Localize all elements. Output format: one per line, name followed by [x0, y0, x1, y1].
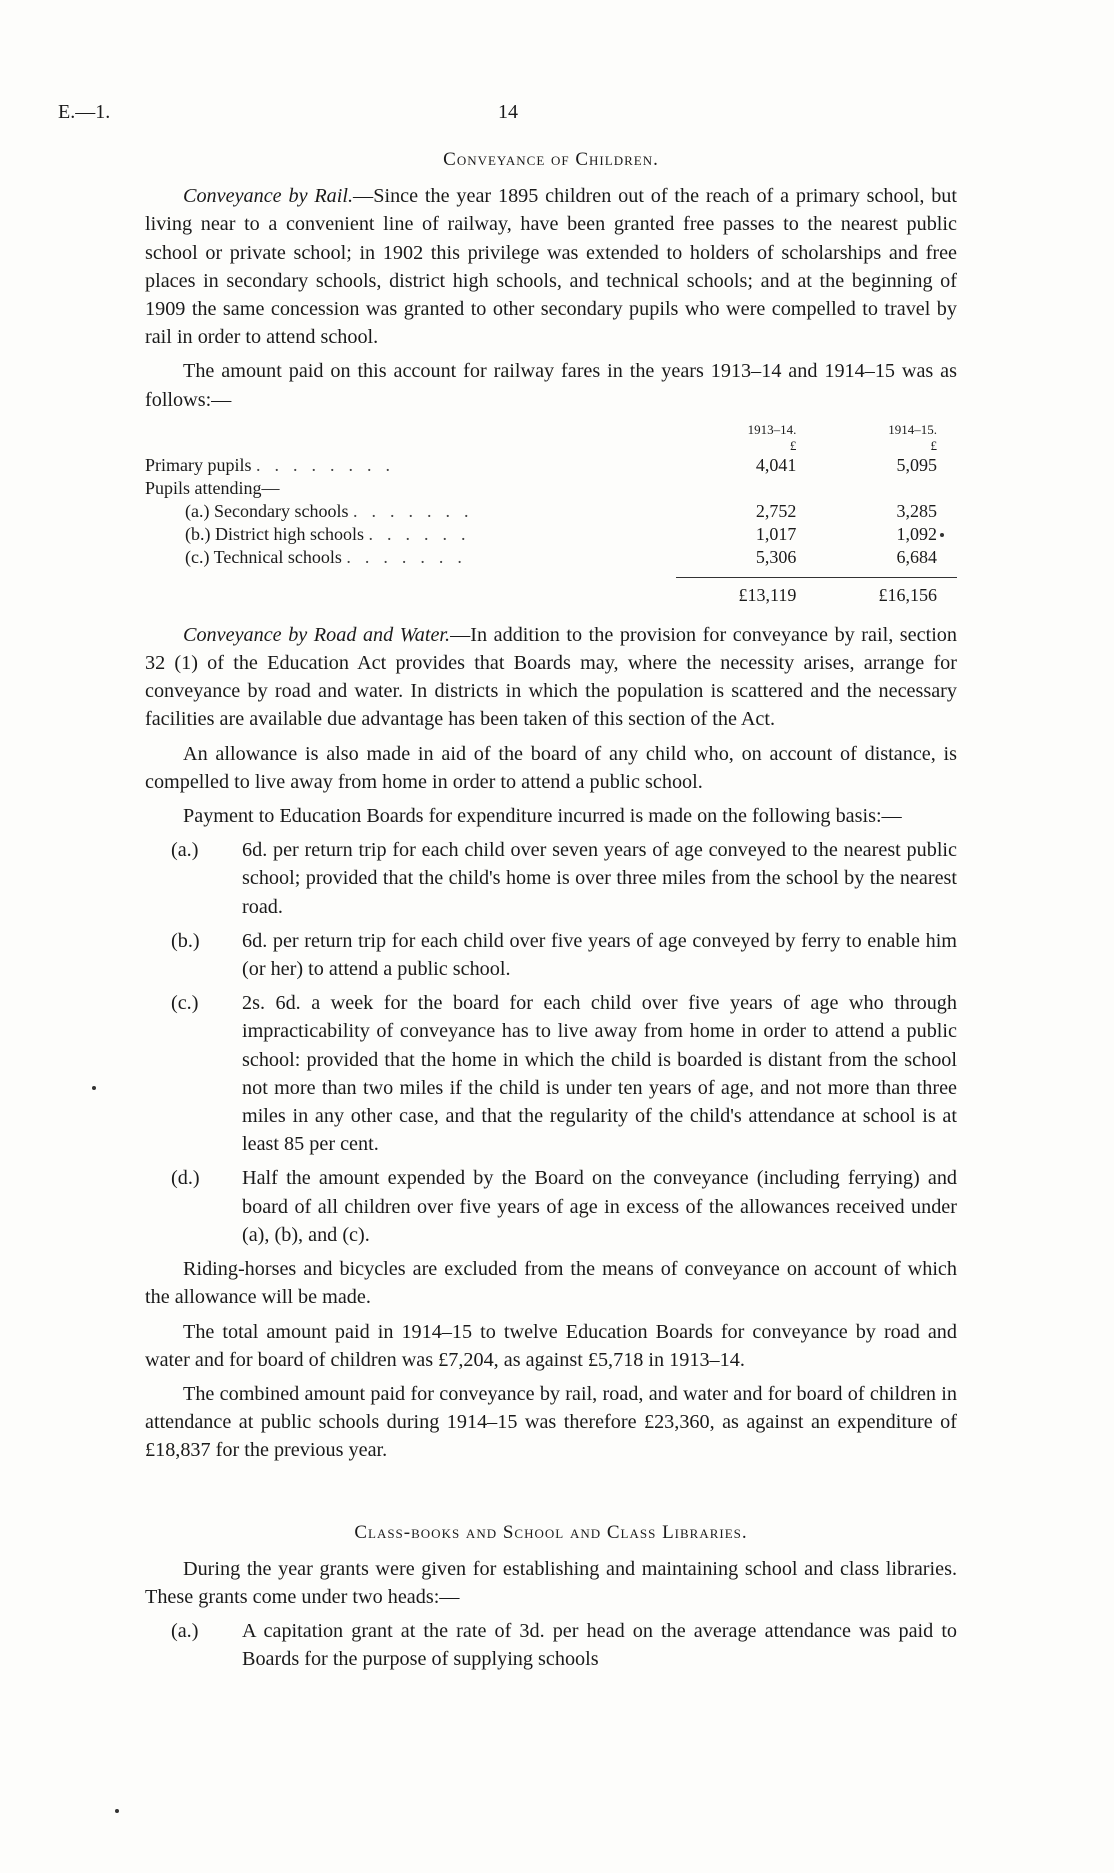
amount-paragraph: The amount paid on this account for railway fares in the years 1913–14 and 1914–15 was as follows:—: [145, 360, 957, 411]
row-label: Primary pupils: [145, 454, 252, 475]
leader-dots: ......: [368, 523, 480, 544]
road-text: —In addition to the provision for conveyance by rail, section 32 (1) of the Education Act provides that Boards may, where the necessity arises, arrange for conveyance by road and water. In districts in which the population is scattered and the necessary facilities are available due advantage has been taken of this section of the Act.: [145, 623, 957, 731]
road-title: Conveyance by Road and Water.: [183, 623, 451, 646]
total-1913: £13,119: [738, 584, 797, 605]
row-label: (c.) Technical schools: [185, 546, 342, 567]
libraries-intro-paragraph: During the year grants were given for establishing and maintaining school and class libraries. These grants come under two heads:—: [145, 1557, 957, 1608]
row-value-1914: 1,092: [896, 523, 937, 544]
list-item-text: 6d. per return trip for each child over seven years of age conveyed: [242, 839, 786, 862]
page-body: [145, 146, 957, 1680]
list-item-text: 2s. 6d. a week for the board for each child over five years of age who: [242, 992, 884, 1015]
rail-title: Conveyance by Rail.: [183, 185, 354, 208]
list-item-label: (a.): [171, 1620, 199, 1643]
total-rule: [145, 569, 957, 578]
road-paragraph: [145, 621, 957, 734]
page-number: 14: [498, 101, 518, 123]
list-item: [145, 1617, 957, 1673]
list-item-text-cont: attendance was paid to Boards for the purpose of supplying schools: [242, 1620, 958, 1671]
row-value-1914: 5,095: [896, 454, 937, 475]
row-value-1914: 6,684: [896, 546, 937, 567]
list-item-text-cont: to the nearest public school; provided that the child's home is over three miles from the school by the nearest road.: [242, 839, 958, 918]
table-row: [145, 523, 957, 546]
list-item-text: A capitation grant at the rate of 3d. per head on the average: [242, 1620, 757, 1643]
list-item-text: 6d. per return trip for each child over five years of age conveyed by: [242, 929, 796, 952]
list-item-label: (b.): [171, 929, 200, 952]
list-item: [145, 836, 957, 921]
year-header-1: 1913–14.: [747, 421, 797, 437]
unit-header-1: £: [789, 437, 797, 453]
year-header-2: 1914–15.: [888, 421, 937, 437]
combined-paragraph: The combined amount paid for conveyance by rail, road, and water and for board of children in attendance at public schools during 1914–15 was therefore £23,360, as against an expenditure of £18,837 for the previous year.: [145, 1382, 957, 1462]
row-label: Pupils attending—: [145, 477, 280, 498]
report-code: E.—1.: [58, 101, 111, 123]
table-row: [145, 500, 957, 523]
total-row: [145, 577, 957, 607]
row-value-1913: 5,306: [755, 546, 797, 567]
section-heading-libraries: Class-books and School and Class Libraries.: [354, 1521, 748, 1543]
table-row: [145, 454, 957, 477]
list-item: [145, 989, 957, 1158]
row-value-1913: 4,041: [755, 454, 797, 475]
railway-fares-table: [145, 422, 957, 607]
stray-mark: [115, 1809, 119, 1813]
stray-mark: [940, 533, 944, 537]
total-1914: £16,156: [878, 584, 937, 605]
rail-text: —Since the year 1895 children out of the reach of a primary school, but living near to a convenient line of railway, have been granted free passes to the nearest public school or private school; in 1902 this privilege was extended to holders of scholarships and free places in secondary schools, district high schools, and technical schools; and at the beginning of 1909 the same concession was granted to other secondary pupils who were compelled to travel by rail in order to attend school.: [145, 185, 957, 349]
list-item-text: Half the amount expended by the Board on the conveyance (including: [242, 1167, 840, 1190]
payment-paragraph: Payment to Education Boards for expenditure incurred is made on the following basis:—: [183, 805, 902, 828]
list-item: [145, 1164, 957, 1249]
list-item-label: (d.): [171, 1167, 200, 1190]
row-label: (b.) District high schools: [185, 523, 364, 544]
allowance-paragraph: An allowance is also made in aid of the board of any child who, on account of distance, is compelled to live away from home in order to attend a public school.: [145, 742, 957, 793]
unit-header-2: £: [930, 437, 937, 453]
row-value-1913: 2,752: [755, 500, 797, 521]
row-value-1913: 1,017: [755, 523, 797, 544]
list-item-label: (c.): [171, 992, 199, 1015]
leader-dots: .......: [346, 546, 476, 567]
list-item: [145, 927, 957, 983]
table-row: [145, 546, 957, 569]
row-label: (a.) Secondary schools: [185, 500, 349, 521]
total-paragraph: The total amount paid in 1914–15 to twelve Education Boards for conveyance by road and water and for board of children was £7,204, as against £5,718 in 1913–14.: [145, 1320, 957, 1371]
leader-dots: ........: [256, 454, 404, 475]
row-value-1914: 3,285: [896, 500, 937, 521]
stray-mark: [92, 1086, 96, 1090]
rail-paragraph: [145, 182, 957, 351]
list-item-label: (a.): [171, 839, 199, 862]
table-row: [145, 477, 957, 500]
list-item-text-cont: ferrying) and board of all children over five years of age in excess of the allowances received under (a), (b), and (c).: [242, 1167, 958, 1246]
section-heading-conveyance: Conveyance of Children.: [443, 149, 659, 170]
list-item-text-cont: ferry to enable him (or her) to attend a public school.: [242, 929, 958, 981]
list-item-text-cont: through impracticability of conveyance has to live away from home in order to attend a public school: provided that the home in which the child is boarded is distant from the school not more than two miles if the child is under ten years of age, and not more than three miles in any other case, and that the regularity of the child's attendance at school is at least 85 per cent.: [242, 992, 957, 1156]
leader-dots: .......: [352, 500, 483, 521]
riding-paragraph: Riding-horses and bicycles are excluded from the means of conveyance on account of which the allowance will be made.: [145, 1258, 957, 1309]
